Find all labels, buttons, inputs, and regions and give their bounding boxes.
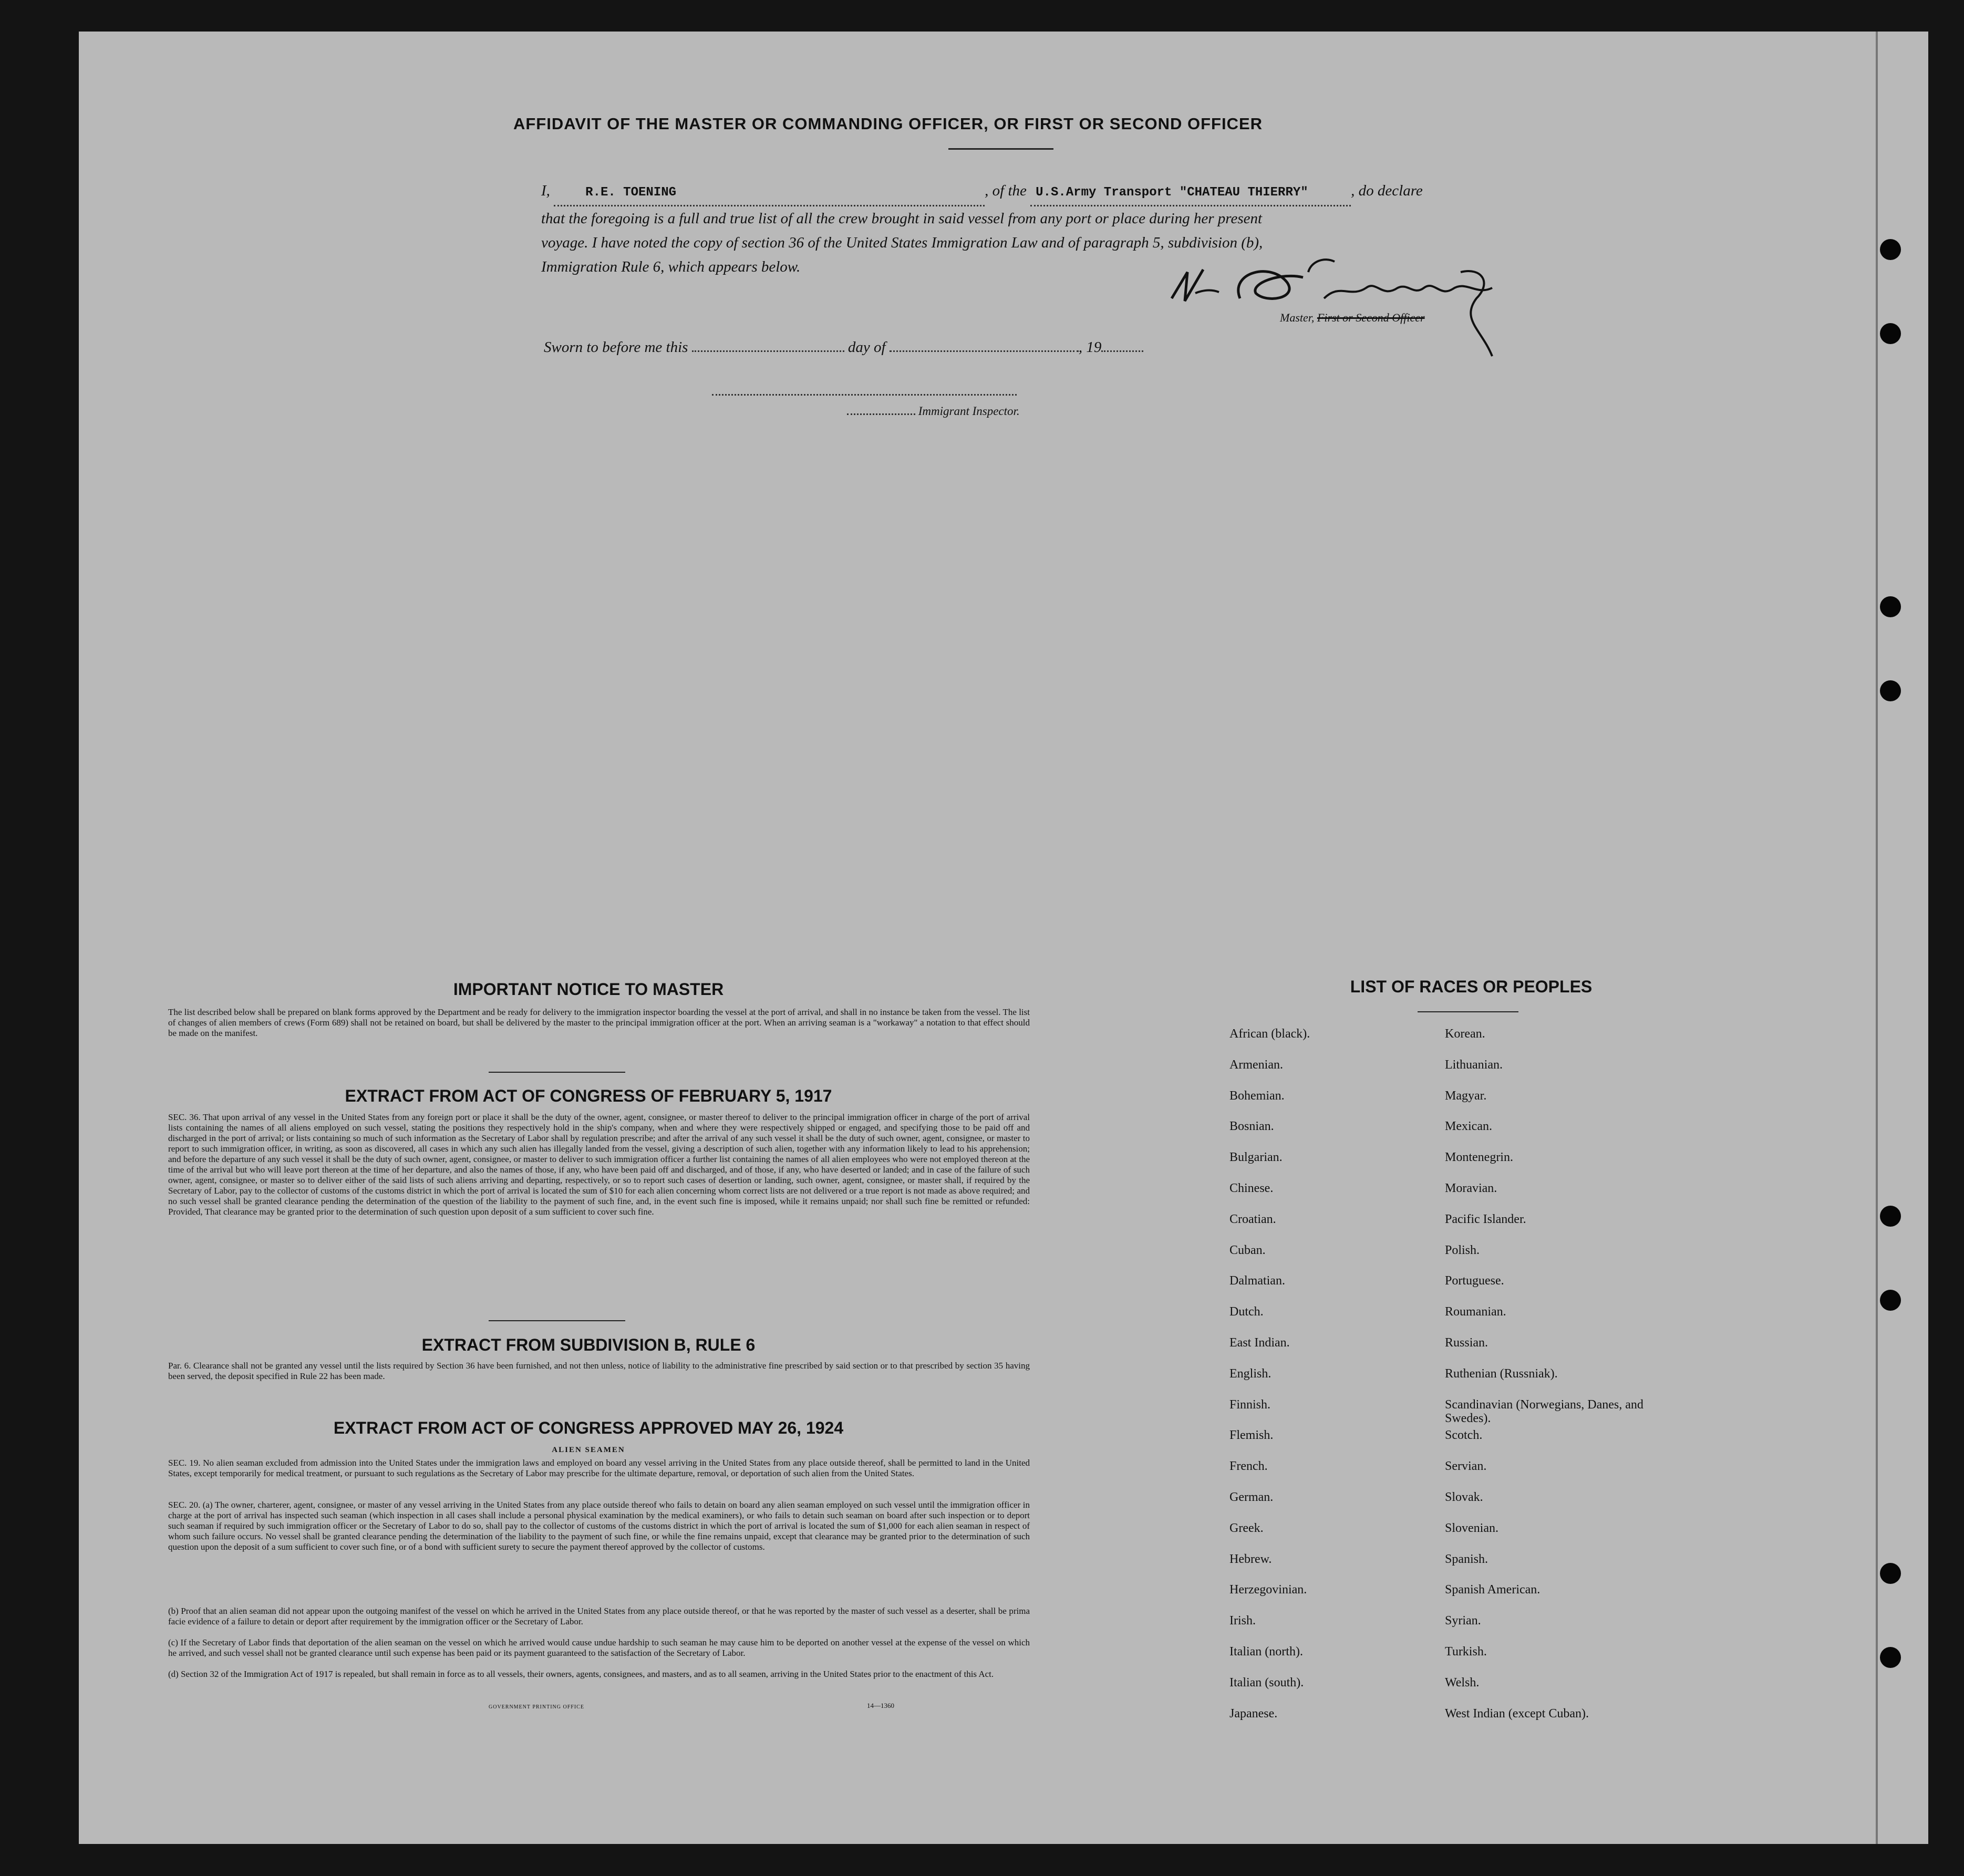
race-item: German. — [1229, 1490, 1274, 1504]
race-item: Lithuanian. — [1445, 1058, 1503, 1072]
binder-hole — [1880, 596, 1901, 617]
binder-hole — [1880, 680, 1901, 701]
race-item: Cuban. — [1229, 1243, 1266, 1257]
notice-text: The list described below shall be prepared on blank forms approved by the Department and be ready for delivery to the immigration inspector boarding the vessel at the port of arrival, and shall in no instance be taken from the vessel. The list of changes of alien members of crews (Form 689) shall not be retained on board, but shall be delivered by the master to the principal immigration officer at the port. When an arriving seaman is a "workaway" a notation to that effect should be made on the manifest. — [168, 1007, 1030, 1038]
affidavit-prefix: I, — [541, 182, 550, 199]
race-item: Italian (south). — [1229, 1675, 1304, 1690]
vessel-name: U.S.Army Transport "CHATEAU THIERRY" — [1036, 185, 1308, 200]
race-item: Syrian. — [1445, 1614, 1481, 1628]
form-number: 14—1360 — [867, 1702, 894, 1709]
extract-1924-heading: EXTRACT FROM ACT OF CONGRESS APPROVED MAY 26, 1924 — [333, 1418, 844, 1437]
binder-hole — [1880, 1647, 1901, 1668]
extract-1924-sec20c: (c) If the Secretary of Labor finds that deportation of the alien seaman on the vessel on which he arrived would cause undue hardship to such seaman he may cause him to be deported on another vessel at the expense of the vessel on which he arrived, and such vessel shall not be granted clearance until such expense has been paid or its payment guaranteed to the satisfaction of the Secretary of Labor. — [168, 1637, 1030, 1658]
race-item: Dutch. — [1229, 1305, 1264, 1319]
binder-hole — [1880, 323, 1901, 344]
race-item: African (black). — [1229, 1027, 1310, 1041]
race-item: Croatian. — [1229, 1212, 1276, 1226]
binder-hole — [1880, 1563, 1901, 1584]
alien-seamen-subheading: ALIEN SEAMEN — [552, 1446, 625, 1454]
extract-rule6-heading: EXTRACT FROM SUBDIVISION B, RULE 6 — [421, 1335, 756, 1354]
affidavit-line-4: Immigration Rule 6, which appears below. — [541, 258, 801, 275]
race-item: Magyar. — [1445, 1089, 1487, 1103]
race-item: Slovenian. — [1445, 1521, 1498, 1535]
race-item: Scotch. — [1445, 1428, 1483, 1443]
race-item: Korean. — [1445, 1027, 1485, 1041]
inspector-signature-line — [712, 394, 1017, 396]
race-item: Mexican. — [1445, 1120, 1492, 1134]
master-label: Master, — [1280, 311, 1315, 324]
race-item: Finnish. — [1229, 1397, 1271, 1412]
race-item: East Indian. — [1229, 1336, 1290, 1350]
affidavit-suffix: , do declare — [1351, 182, 1423, 199]
inspector-line — [847, 399, 1020, 423]
affidavit-line-3: voyage. I have noted the copy of section 36 of the United States Immigration Law and of paragraph 5, subdivision (b), — [541, 234, 1263, 251]
divider — [489, 1320, 625, 1321]
officer-name-field — [554, 179, 985, 206]
officer-name: R.E. TOENING — [585, 185, 676, 200]
vessel-name-field — [1030, 179, 1351, 206]
race-item: Welsh. — [1445, 1675, 1480, 1690]
race-item: Ruthenian (Russniak). — [1445, 1366, 1558, 1381]
race-item: Turkish. — [1445, 1645, 1487, 1659]
affidavit-mid: , of the — [985, 182, 1027, 199]
race-item: Portuguese. — [1445, 1274, 1504, 1288]
affidavit-line-1 — [541, 179, 1592, 206]
page-fold-edge — [1876, 32, 1878, 1844]
race-item: English. — [1229, 1366, 1272, 1381]
sworn-line — [544, 335, 1384, 359]
race-item: Montenegrin. — [1445, 1151, 1513, 1165]
binder-hole — [1880, 1206, 1901, 1227]
notice-heading: IMPORTANT NOTICE TO MASTER — [453, 980, 724, 999]
divider — [1418, 1011, 1518, 1012]
race-item: Bulgarian. — [1229, 1151, 1283, 1165]
affidavit-heading: AFFIDAVIT OF THE MASTER OR COMMANDING OFFICER, OR FIRST OR SECOND OFFICER — [513, 115, 1263, 133]
divider — [489, 1072, 625, 1073]
extract-1924-sec19: SEC. 19. No alien seaman excluded from admission into the United States under the immigration laws and employed on board any vessel arriving in the United States from any place outside thereof, shall be permitted to land in the United States, except temporarily for medical treatment, or pursuant to such regulations as the Secretary of Labor may prescribe for the ultimate departure, removal, or deportation of such alien from the United States. — [168, 1458, 1030, 1478]
extract-1924-sec20a: SEC. 20. (a) The owner, charterer, agent, consignee, or master of any vessel arriving in the United States from any place outside thereof who fails to detain on board any alien seaman employed on such vessel until the immigration officer in charge at the port of arrival has inspected such seaman (which inspection in all cases shall include a personal physical examination by the medical examiners), or who fails to detain such seaman on board after such inspection or to deport such seaman if required by such immigration officer or the Secretary of Labor to do so, shall pay to the collector of customs of the customs district in which the port of arrival is located the sum of $1,000 for each alien seaman in respect of whom such failure occurs. No vessel shall be granted clearance pending the determination of the liability to the payment of such fine, or while the fine remains unpaid, except that clearance may be granted prior to the determination of such question upon the deposit of a sum sufficient to cover such fine, or of a bond with sufficient surety to secure the payment thereof approved by the collector of customs. — [168, 1500, 1030, 1552]
printer-imprint: GOVERNMENT PRINTING OFFICE — [489, 1704, 584, 1710]
extract-1924-sec20d: (d) Section 32 of the Immigration Act of 1917 is repealed, but shall remain in force as to all vessels, their owners, agents, consignees, and masters, and as to all seamen, arriving in the United States prior to the enactment of this Act. — [168, 1669, 994, 1679]
race-item: Bohemian. — [1229, 1089, 1285, 1103]
sworn-prefix: Sworn to before me this — [544, 339, 688, 356]
binder-hole — [1880, 239, 1901, 260]
extract-1917-text: SEC. 36. That upon arrival of any vessel in the United States from any foreign port or place it shall be the duty of the owner, agent, consignee, or master thereof to deliver to the principal immigration officer in charge of the port of arrival lists containing the names of all aliens employed on such vessel, stating the positions they respectively hold in the ship's company, when and where they were respectively shipped or engaged, and specifying those to be paid off and discharged in the port of arrival; or lists containing so much of such information as the Secretary of Labor shall by regulation prescribe; and after the arrival of any such vessel it shall be the duty of such owner, agent, consignee, or master to report to such immigration officer, in writing, as soon as discovered, all cases in which any such alien has illegally landed from the vessel, giving a description of such alien, together with any information likely to lead to his apprehension; and before the departure of any such vessel it shall be the duty of such owner, agent, consignee, or master to deliver to such immigration officer a further list containing the names of all alien employees who were not employed thereon at the time of the arrival but who will leave port thereon at the time of her departure, and also the names of those, if any, who have been paid off and discharged, and of those, if any, who have deserted or landed; and in case of the failure of such owner, agent, consignee, or master so to deliver either of the said lists of such aliens arriving and departing, respectively, or so to report such cases of desertion or landing, such owner, agent, consignee, or master shall, if required by the Secretary of Labor, pay to the collector of customs of the customs district in which the port of arrival is located the sum of $10 for each alien concerning whom correct lists are not delivered or a true report is not made as above required; and no such vessel shall be granted clearance pending the determination of the question of the liability to the payment of such fine, and, in the event such fine is imposed, while it remains unpaid; nor shall such fine be remitted or refunded: Provided, That clearance may be granted prior to the determination of such question upon deposit of a sum sufficient to cover such fine. — [168, 1112, 1030, 1217]
race-item: Greek. — [1229, 1521, 1264, 1535]
race-item: Pacific Islander. — [1445, 1212, 1526, 1226]
race-item: Dalmatian. — [1229, 1274, 1285, 1288]
extract-rule6-text: Par. 6. Clearance shall not be granted any vessel until the lists required by Section 36 have been furnished, and not then unless, notice of liability to the administrative fine prescribed by said section or to that prescribed by section 35 having been served, the deposit specified in Rule 22 has been made. — [168, 1361, 1030, 1381]
sworn-day-label: day of — [847, 339, 886, 356]
races-heading: LIST OF RACES OR PEOPLES — [1350, 977, 1593, 996]
race-item: Bosnian. — [1229, 1120, 1274, 1134]
race-item: Chinese. — [1229, 1181, 1274, 1195]
race-item: Scandinavian (Norwegians, Danes, and Swedes). — [1445, 1397, 1643, 1425]
race-item: Spanish. — [1445, 1552, 1488, 1566]
sworn-month-field — [890, 350, 1079, 352]
race-item: Spanish American. — [1445, 1583, 1541, 1597]
race-item: Japanese. — [1229, 1706, 1278, 1720]
race-item: Hebrew. — [1229, 1552, 1272, 1566]
sworn-day-field — [692, 350, 844, 352]
race-item: Irish. — [1229, 1614, 1256, 1628]
sworn-year-label: , 19 — [1078, 339, 1102, 356]
race-item: Armenian. — [1229, 1058, 1283, 1072]
extract-1924-sec20b: (b) Proof that an alien seaman did not appear upon the outgoing manifest of the vessel on which he arrived in the United States from any place outside thereof, or that he was reported by the master of such vessel as a deserter, shall be prima facie evidence of a failure to detain or deport after requirement by the immigration officer or the Secretary of Labor. — [168, 1606, 1030, 1626]
race-item: Polish. — [1445, 1243, 1480, 1257]
master-title — [1280, 306, 1425, 330]
race-item: Russian. — [1445, 1336, 1488, 1350]
race-item: French. — [1229, 1459, 1268, 1474]
race-item: Roumanian. — [1445, 1305, 1506, 1319]
inspector-blank — [847, 413, 915, 415]
race-item: Slovak. — [1445, 1490, 1483, 1504]
inspector-label: Immigrant Inspector. — [918, 405, 1020, 418]
manifest-page — [79, 32, 1928, 1844]
race-item: Servian. — [1445, 1459, 1487, 1474]
race-item: Italian (north). — [1229, 1645, 1303, 1659]
binder-hole — [1880, 1290, 1901, 1311]
race-item: Flemish. — [1229, 1428, 1274, 1443]
extract-1917-heading: EXTRACT FROM ACT OF CONGRESS OF FEBRUARY 5, 1917 — [345, 1086, 832, 1105]
race-item: Herzegovinian. — [1229, 1583, 1307, 1597]
race-item: West Indian (except Cuban). — [1445, 1706, 1589, 1720]
affidavit-line-2: that the foregoing is a full and true list of all the crew brought in said vessel from any port or place during her present — [541, 210, 1263, 227]
sworn-year-field — [1101, 350, 1143, 352]
struck-officer-title: First or Second Officer — [1317, 311, 1425, 324]
race-item: Moravian. — [1445, 1181, 1497, 1195]
divider — [948, 148, 1053, 150]
